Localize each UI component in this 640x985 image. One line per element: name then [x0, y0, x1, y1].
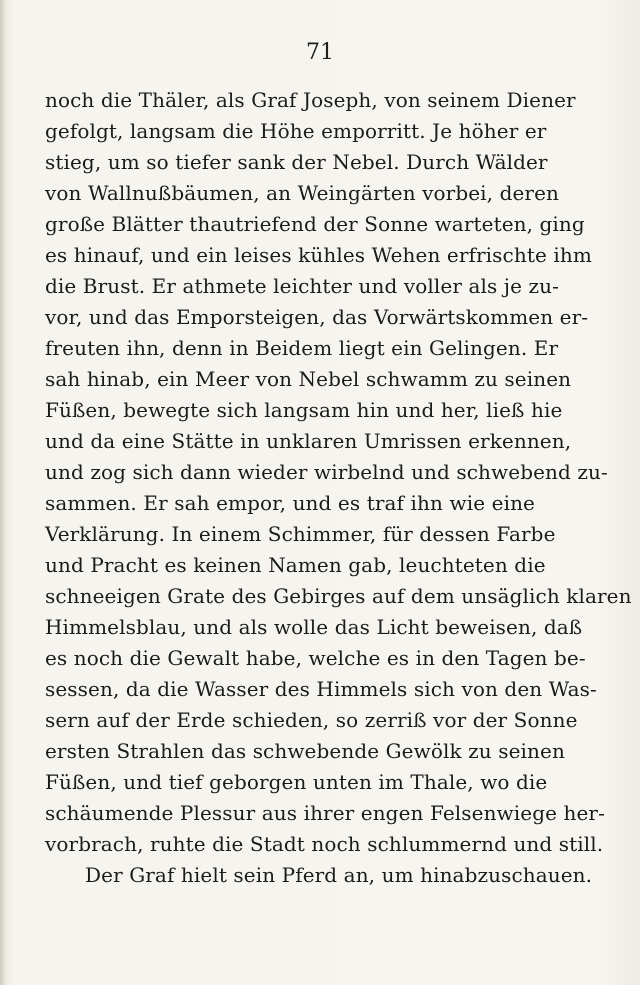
text-line: Himmelsblau, und als wolle das Licht beweisen, daß [45, 615, 583, 639]
page-binding-shadow [0, 0, 6, 985]
text-line: und Pracht es keinen Namen gab, leuchteten die [45, 553, 546, 577]
text-line-paragraph-start: Der Graf hielt sein Pferd an, um hinabzuschauen. [85, 863, 593, 887]
text-line: sammen. Er sah empor, und es traf ihn wie eine [45, 491, 535, 515]
page-number: 71 [306, 40, 334, 65]
text-line: und zog sich dann wieder wirbelnd und schwebend zu- [45, 460, 608, 484]
text-line: vor, und das Emporsteigen, das Vorwärtskommen er- [45, 305, 589, 329]
text-line: die Brust. Er athmete leichter und voller als je zu- [45, 274, 559, 298]
text-line: schneeigen Grate des Gebirges auf dem unsäglich klaren [45, 584, 632, 608]
text-line: noch die Thäler, als Graf Joseph, von seinem Diener [45, 88, 576, 112]
text-line: Füßen, und tief geborgen unten im Thale, wo die [45, 770, 548, 794]
body-text [45, 85, 632, 891]
text-line: von Wallnußbäumen, an Weingärten vorbei, deren [45, 181, 560, 205]
text-line: stieg, um so tiefer sank der Nebel. Durch Wälder [45, 150, 548, 174]
text-line: schäumende Plessur aus ihrer engen Felsenwiege her- [45, 801, 605, 825]
text-line: und da eine Stätte in unklaren Umrissen erkennen, [45, 429, 572, 453]
text-line: es hinauf, und ein leises kühles Wehen erfrischte ihm [45, 243, 592, 267]
text-line: sah hinab, ein Meer von Nebel schwamm zu seinen [45, 367, 572, 391]
text-line: freuten ihn, denn in Beidem liegt ein Gelingen. Er [45, 336, 559, 360]
text-line: vorbrach, ruhte die Stadt noch schlummernd und still. [45, 832, 604, 856]
text-line: Füßen, bewegte sich langsam hin und her, ließ hie [45, 398, 563, 422]
text-line: es noch die Gewalt habe, welche es in den Tagen be- [45, 646, 586, 670]
text-line: große Blätter thautriefend der Sonne warteten, ging [45, 212, 585, 236]
text-line: ersten Strahlen das schwebende Gewölk zu seinen [45, 739, 565, 763]
text-line: Verklärung. In einem Schimmer, für dessen Farbe [45, 522, 556, 546]
text-line: sern auf der Erde schieden, so zerriß vor der Sonne [45, 708, 578, 732]
text-line: gefolgt, langsam die Höhe emporritt. Je höher er [45, 119, 547, 143]
text-line: sessen, da die Wasser des Himmels sich von den Was- [45, 677, 597, 701]
